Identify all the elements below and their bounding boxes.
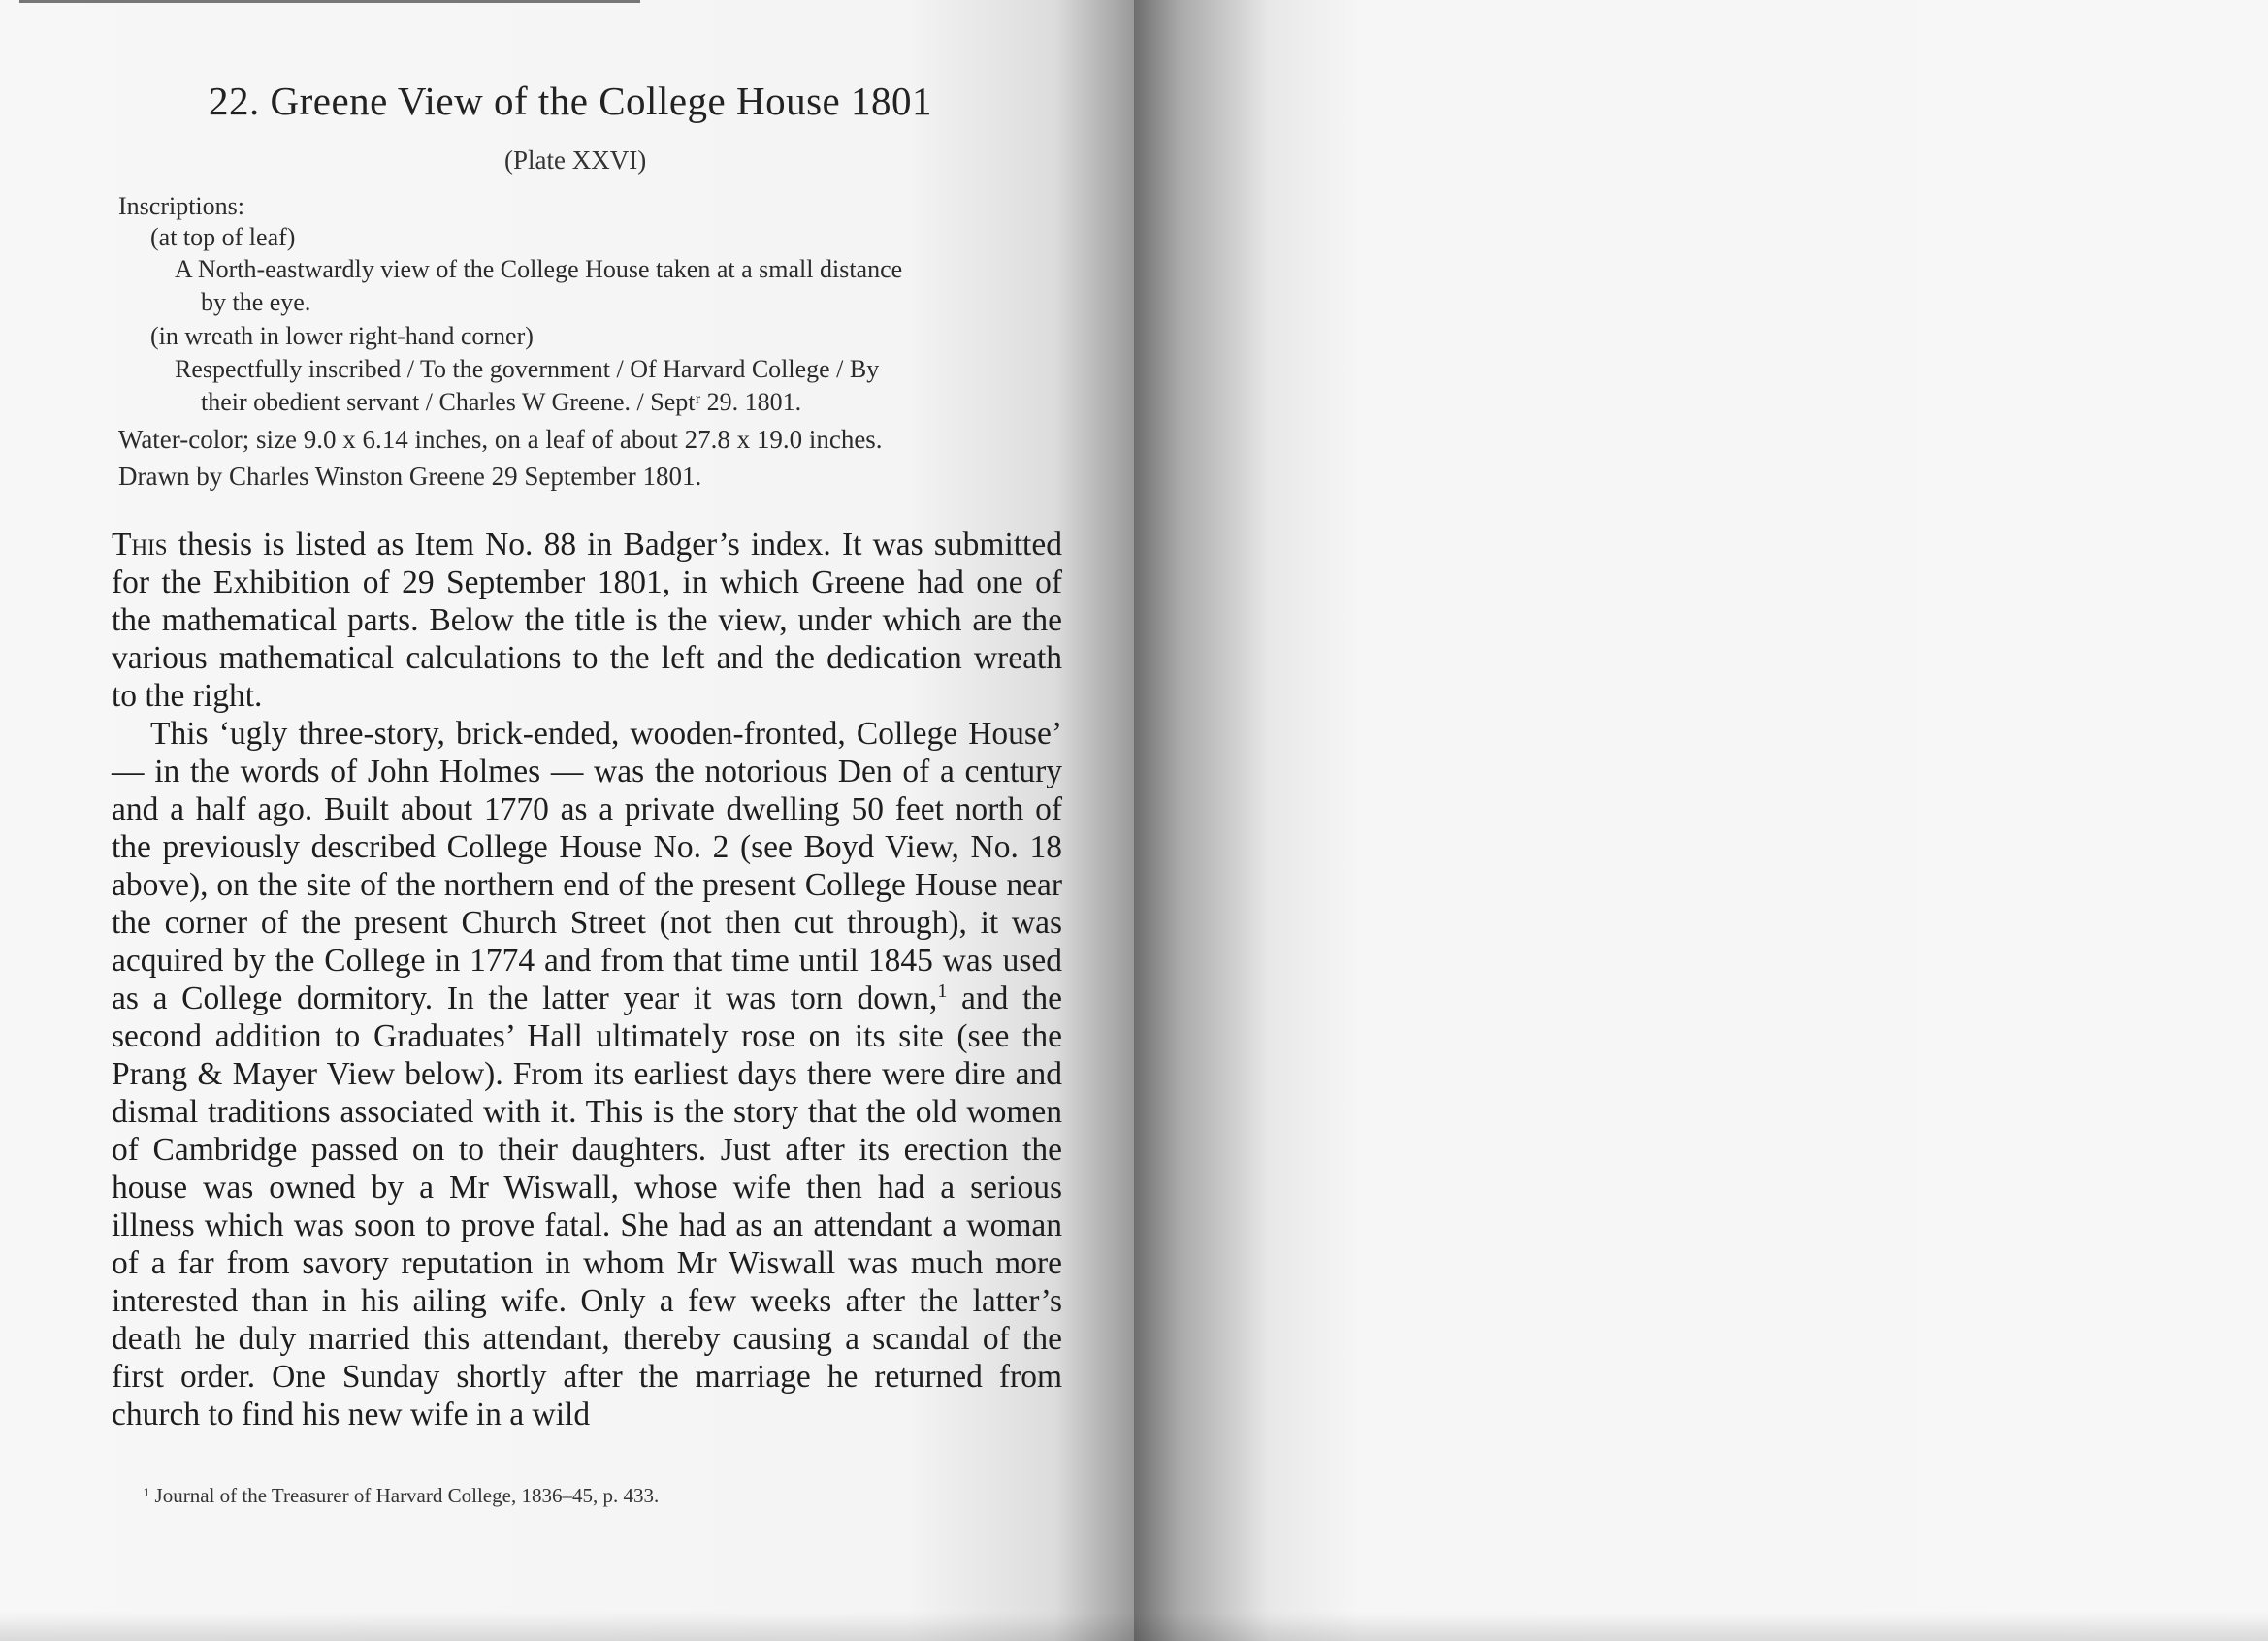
page-edge-shadow: [1134, 1612, 2268, 1641]
left-body-text: [112, 526, 1062, 1433]
inscription-top-text-2: by the eye.: [201, 288, 311, 316]
top-rule: [19, 0, 640, 3]
drop-word: This: [112, 527, 168, 563]
inscriptions-heading: Inscriptions:: [118, 192, 244, 220]
left-paragraph-2: This ‘ugly three-story, brick-ended, wooden-fronted, College House’ — in the words of John Holmes — was the notorious Den of a century and a half ago. Built about 1770 as a private dwelling 50 feet north of the previously described College House No. 2 (see Boyd View, No. 18 above), on the site of the northern end of the present College House near the corner of the present Church Street (not then cut through), it was acquired by the College in 1774 and from that time until 1845 was used as a College dormitory. In the latter year it was torn down,$^1$ and the second addition to Graduates’ Hall ultimately rose on its site (see the Prang & Mayer View below). From its earliest days there were dire and dismal traditions associated with it. This is the story that the old women of Cambridge passed on to their daughters. Just after its erection the house was owned by a Mr Wiswall, whose wife then had a serious illness which was soon to prove fatal. She had as an attendant a woman of a far from savory reputation in whom Mr Wiswall was much more interested than in his ailing wife. Only a few weeks after the latter’s death he duly married this attendant, thereby causing a scandal of the first order. One Sunday shortly after the marriage he returned from church to find his new wife in a wild: [112, 716, 1062, 1432]
left-footnote: ¹ Journal of the Treasurer of Harvard College, 1836–45, p. 433.: [144, 1484, 660, 1507]
footnote-marker: 1: [937, 980, 948, 1002]
plate-reference: (Plate XXVI): [504, 145, 647, 175]
drawn-by: Drawn by Charles Winston Greene 29 September 1801.: [118, 462, 702, 491]
left-paragraph-1: This thesis is listed as Item No. 88 in Badger’s index. It was submitted for the Exhibition of 29 September 1801, in which Greene had one of the mathematical parts. Below the title is the view, under which are the various mathematical calculations to the left and the dedication wreath to the right.: [112, 527, 1062, 714]
inscription-top-text-1: A North-eastwardly view of the College House taken at a small distance: [175, 255, 903, 283]
right-page: [1134, 0, 2268, 1641]
inscription-top-label: (at top of leaf): [150, 223, 296, 251]
entry-title: 22. Greene View of the College House 1801: [209, 79, 932, 123]
inscription-wreath-label: (in wreath in lower right-hand corner): [150, 322, 534, 350]
medium-and-size: Water-color; size 9.0 x 6.14 inches, on a leaf of about 27.8 x 19.0 inches.: [118, 425, 883, 454]
page-edge-shadow: [0, 1612, 1134, 1641]
inscription-wreath-text-2: their obedient servant / Charles W Greene. / Septʳ 29. 1801.: [201, 388, 802, 416]
inscription-wreath-text-1: Respectfully inscribed / To the government / Of Harvard College / By: [175, 355, 880, 383]
